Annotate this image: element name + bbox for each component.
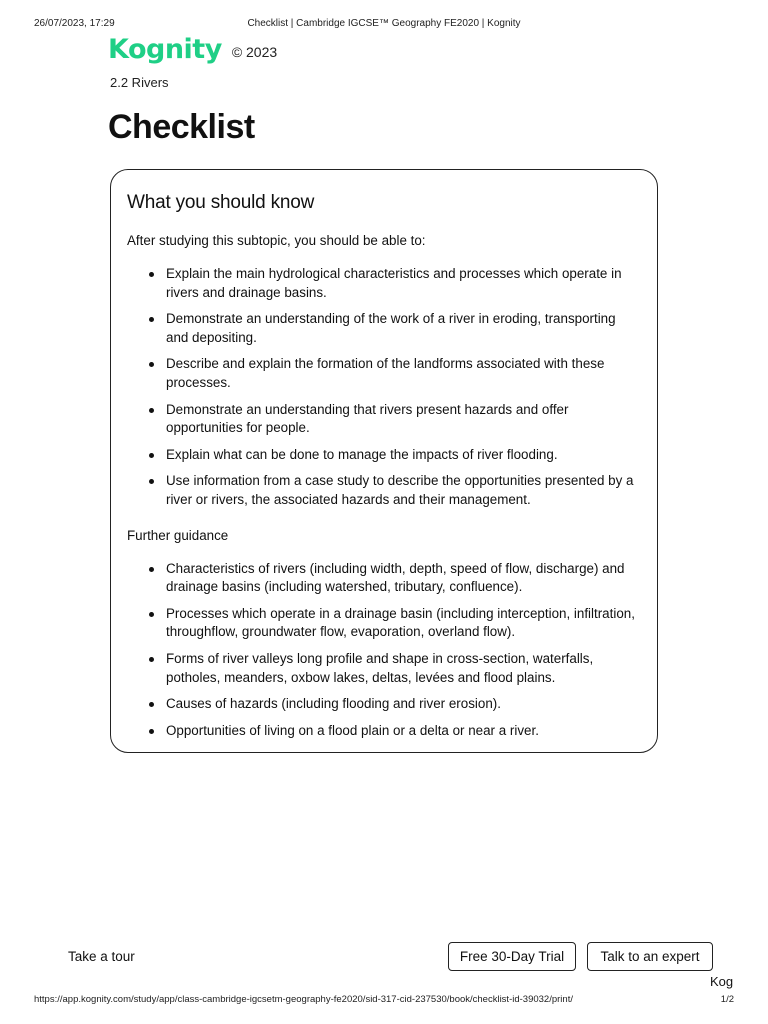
bullet-icon bbox=[149, 317, 154, 322]
bullet-icon bbox=[149, 729, 154, 734]
list-item-text: Demonstrate an understanding that rivers present hazards and offer opportunities for people. bbox=[166, 401, 569, 436]
print-datetime: 26/07/2023, 17:29 bbox=[34, 18, 115, 29]
list-item bbox=[166, 650, 641, 687]
brand-header bbox=[108, 34, 277, 65]
list-item bbox=[166, 722, 641, 741]
free-trial-button[interactable]: Free 30-Day Trial bbox=[448, 942, 576, 971]
list-item bbox=[166, 472, 641, 509]
list-item-text: Causes of hazards (including flooding and river erosion). bbox=[166, 696, 501, 712]
page-number: 1/2 bbox=[720, 994, 734, 1005]
talk-to-expert-button[interactable]: Talk to an expert bbox=[587, 942, 713, 971]
copyright-text: © 2023 bbox=[231, 43, 278, 60]
kognity-text-fragment: Kog bbox=[710, 974, 734, 989]
list-item bbox=[166, 605, 641, 642]
bullet-icon bbox=[149, 362, 154, 367]
bullet-icon bbox=[149, 567, 154, 572]
bullet-icon bbox=[149, 272, 154, 277]
kognity-logo[interactable]: Kognity bbox=[108, 34, 222, 65]
bullet-icon bbox=[149, 612, 154, 617]
list-item bbox=[166, 560, 641, 597]
page-title: Checklist bbox=[108, 108, 255, 146]
list-item-text: Describe and explain the formation of the landforms associated with these processes. bbox=[166, 356, 605, 390]
list-item bbox=[166, 695, 641, 714]
list-item bbox=[166, 310, 641, 347]
checklist-card bbox=[110, 169, 658, 753]
card-heading: What you should know bbox=[127, 192, 315, 213]
print-url: https://app.kognity.com/study/app/class-cambridge-igcsetm-geography-fe2020/sid-317-cid-237530/book/checklist-id-39032/print/ bbox=[34, 994, 573, 1005]
bullet-icon bbox=[149, 479, 154, 484]
list-item bbox=[166, 265, 641, 302]
bullet-icon bbox=[149, 408, 154, 413]
list-item-text: Explain what can be done to manage the impacts of river flooding. bbox=[166, 446, 558, 462]
bullet-icon bbox=[149, 657, 154, 662]
guidance-list bbox=[127, 560, 641, 741]
list-item bbox=[166, 401, 641, 438]
list-item-text: Explain the main hydrological characteristics and processes which operate in rivers and drainage basins. bbox=[166, 266, 622, 300]
list-item-text: Characteristics of rivers (including width, depth, speed of flow, discharge) and drainage basins (including watershed, tributary, confluence). bbox=[166, 560, 625, 595]
footer-bar bbox=[0, 942, 768, 974]
list-item-text: Opportunities of living on a flood plain or a delta or near a river. bbox=[166, 722, 539, 738]
bullet-icon bbox=[149, 453, 154, 458]
list-item-text: Forms of river valleys long profile and shape in cross-section, waterfalls, potholes, meanders, oxbow lakes, deltas, levées and flood plains. bbox=[166, 650, 594, 685]
list-item-text: Processes which operate in a drainage basin (including interception, infiltration, throughflow, groundwater flow, evaporation, overland flow). bbox=[166, 605, 635, 640]
list-item bbox=[166, 446, 641, 465]
print-document-title: Checklist | Cambridge IGCSE™ Geography FE2020 | Kognity bbox=[247, 18, 521, 29]
guidance-label: Further guidance bbox=[127, 527, 229, 543]
list-item-text: Use information from a case study to describe the opportunities presented by a river or rivers, the associated hazards and their management. bbox=[166, 473, 634, 507]
breadcrumb: 2.2 Rivers bbox=[110, 75, 169, 90]
take-a-tour-link[interactable]: Take a tour bbox=[68, 949, 135, 964]
card-intro: After studying this subtopic, you should be able to: bbox=[127, 233, 426, 248]
list-item-text: Demonstrate an understanding of the work of a river in eroding, transporting and depositing. bbox=[166, 311, 616, 345]
objectives-list bbox=[127, 265, 641, 510]
list-item bbox=[166, 355, 641, 392]
bullet-icon bbox=[149, 702, 154, 707]
